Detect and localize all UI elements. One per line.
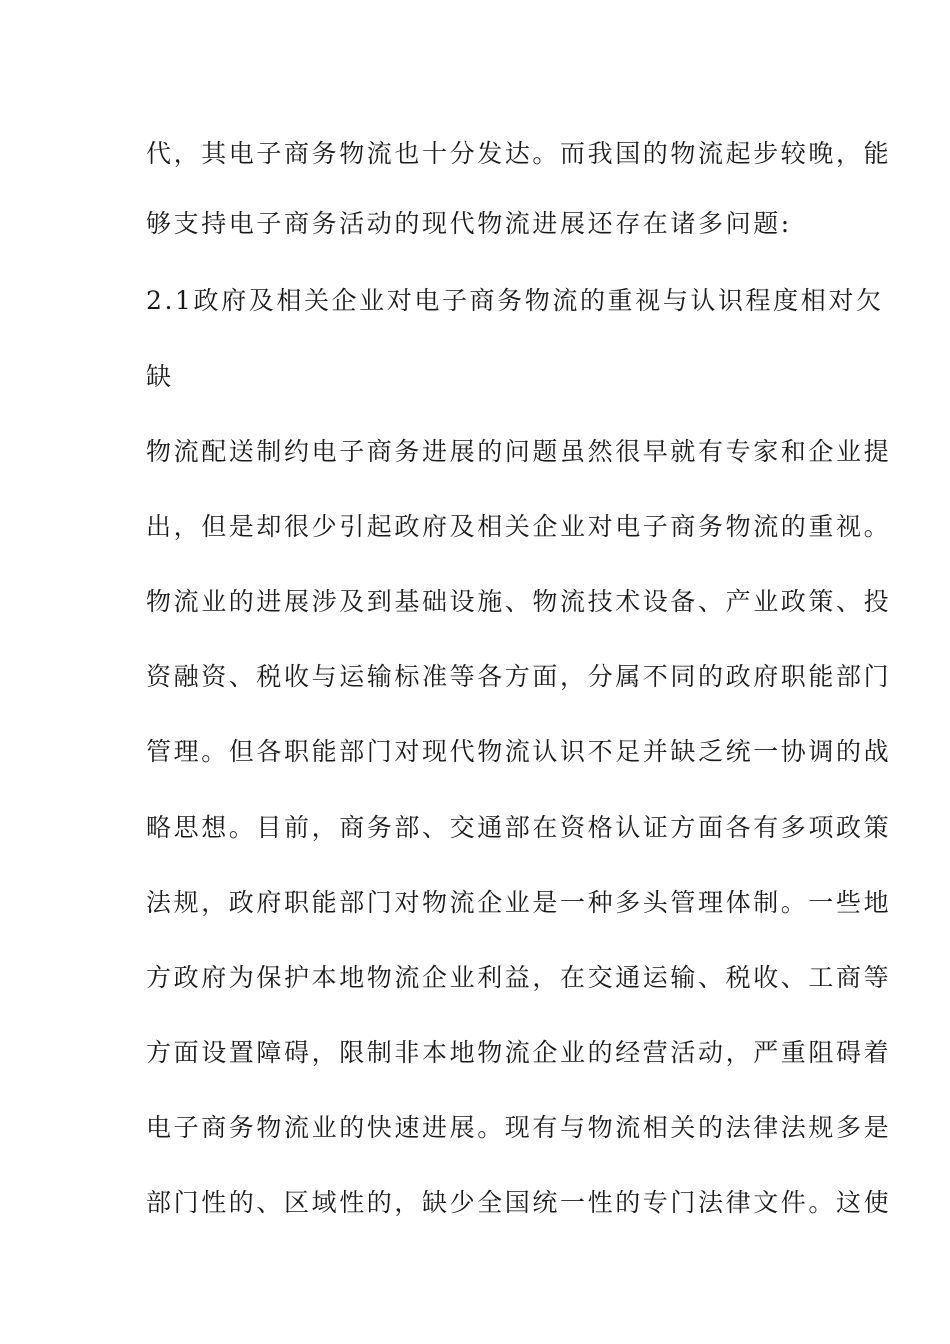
text-line: 部门性的、区域性的，缺少全国统一性的专门法律文件。这使 bbox=[146, 1188, 892, 1217]
text-line: 略思想。目前，商务部、交通部在资格认证方面各有多项政策 bbox=[146, 813, 892, 842]
text-line: 物流业的进展涉及到基础设施、物流技术设备、产业政策、投 bbox=[146, 587, 892, 616]
text-line: 够支持电子商务活动的现代物流进展还存在诸多问题: bbox=[146, 209, 792, 238]
text-line: 方面设置障碍，限制非本地物流企业的经营活动，严重阻碍着 bbox=[146, 1038, 892, 1067]
section-heading: 2.1政府及相关企业对电子商务物流的重视与认识程度相对欠 bbox=[146, 286, 884, 315]
text-line: 代，其电子商务物流也十分发达。而我国的物流起步较晚，能 bbox=[146, 139, 892, 168]
text-line: 物流配送制约电子商务进展的问题虽然很早就有专家和企业提 bbox=[146, 437, 892, 466]
text-line: 出，但是却很少引起政府及相关企业对电子商务物流的重视。 bbox=[146, 512, 892, 541]
text-line: 法规，政府职能部门对物流企业是一种多头管理体制。一些地 bbox=[146, 888, 892, 917]
section-heading-continuation: 缺 bbox=[146, 362, 174, 391]
text-line: 资融资、税收与运输标准等各方面，分属不同的政府职能部门 bbox=[146, 662, 892, 691]
text-line: 电子商务物流业的快速进展。现有与物流相关的法律法规多是 bbox=[146, 1113, 892, 1142]
text-line: 方政府为保护本地物流企业利益，在交通运输、税收、工商等 bbox=[146, 963, 892, 992]
text-line: 管理。但各职能部门对现代物流认识不足并缺乏统一协调的战 bbox=[146, 737, 892, 766]
